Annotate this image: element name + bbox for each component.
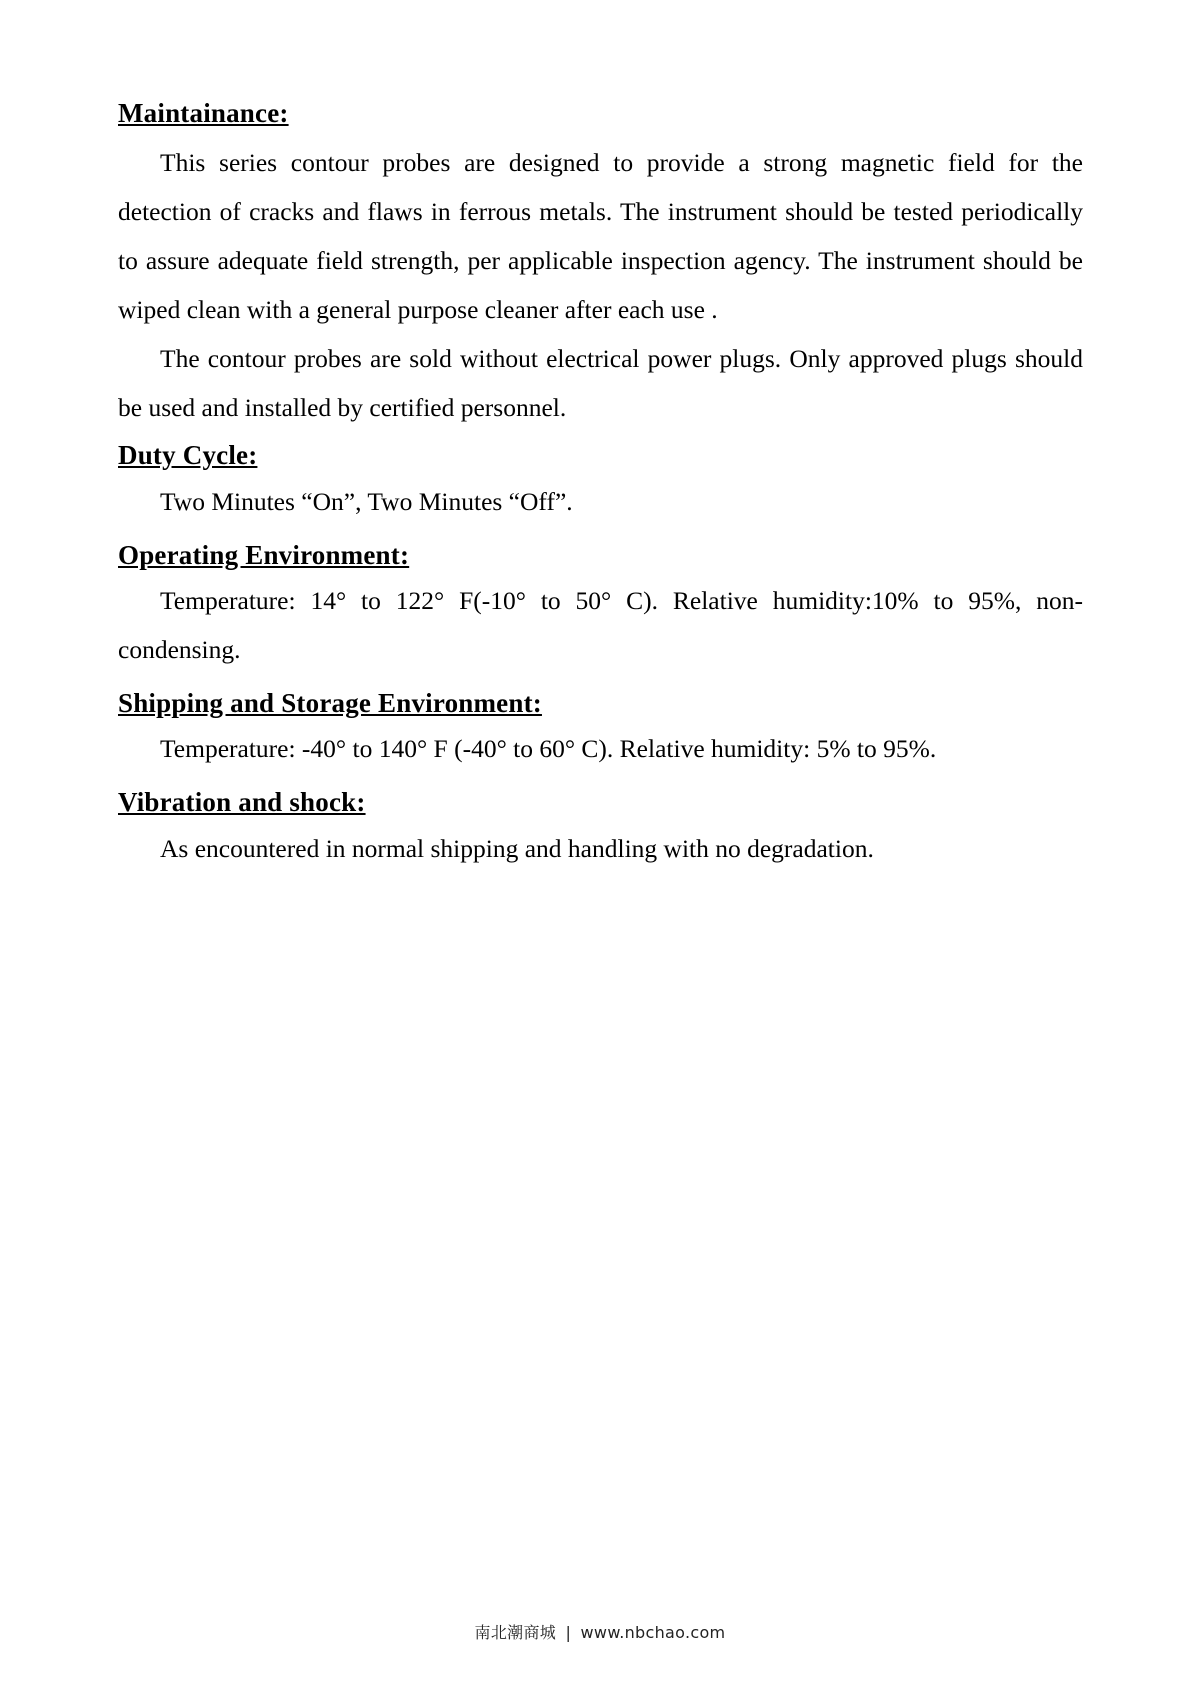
- section-heading-maintainance: Maintainance:: [118, 98, 289, 128]
- spacer: [118, 774, 1083, 784]
- footer-separator: |: [565, 1623, 572, 1642]
- paragraph-maintainance-1: This series contour probes are designed to provide a strong magnetic field for the detection of cracks and flaws in ferrous metals. The instrument should be tested periodically to assure adequate field strength, per applicable inspection agency. The instrument should be wiped clean with a general purpose cleaner after each use .: [118, 148, 1083, 325]
- section-heading-shipping-storage-environment: Shipping and Storage Environment:: [118, 687, 542, 718]
- document-body: [118, 95, 1083, 874]
- spacer: [118, 527, 1083, 537]
- section-body-shipping-storage-environment: [118, 725, 1083, 774]
- footer-site-name: 南北潮商城: [474, 1623, 557, 1642]
- spacer: [118, 675, 1083, 685]
- paragraph-duty-cycle-1: Two Minutes “On”, Two Minutes “Off”.: [160, 486, 573, 516]
- section-body-duty-cycle: [118, 478, 1083, 527]
- section-body-vibration-shock: [118, 825, 1083, 874]
- paragraph-vibration-shock-1: As encountered in normal shipping and handling with no degradation.: [160, 833, 874, 863]
- section-heading-duty-cycle: Duty Cycle:: [118, 440, 258, 471]
- page-footer: [0, 1620, 1200, 1643]
- paragraph-shipping-storage-1: Temperature: -40° to 140° F (-40° to 60° C). Relative humidity: 5% to 95%.: [160, 734, 937, 764]
- paragraph-operating-environment-1: Temperature: 14° to 122° F(-10° to 50° C). Relative humidity:10% to 95%, non-condensing.: [118, 585, 1083, 664]
- footer-url: www.nbchao.com: [580, 1623, 726, 1642]
- section-heading-operating-environment: Operating Environment:: [118, 539, 410, 570]
- section-body-operating-environment: [118, 577, 1083, 675]
- section-body-maintainance: [118, 139, 1083, 433]
- section-heading-vibration-shock: Vibration and shock:: [118, 787, 366, 818]
- paragraph-maintainance-2: The contour probes are sold without electrical power plugs. Only approved plugs should be used and installed by certified personnel.: [118, 344, 1083, 423]
